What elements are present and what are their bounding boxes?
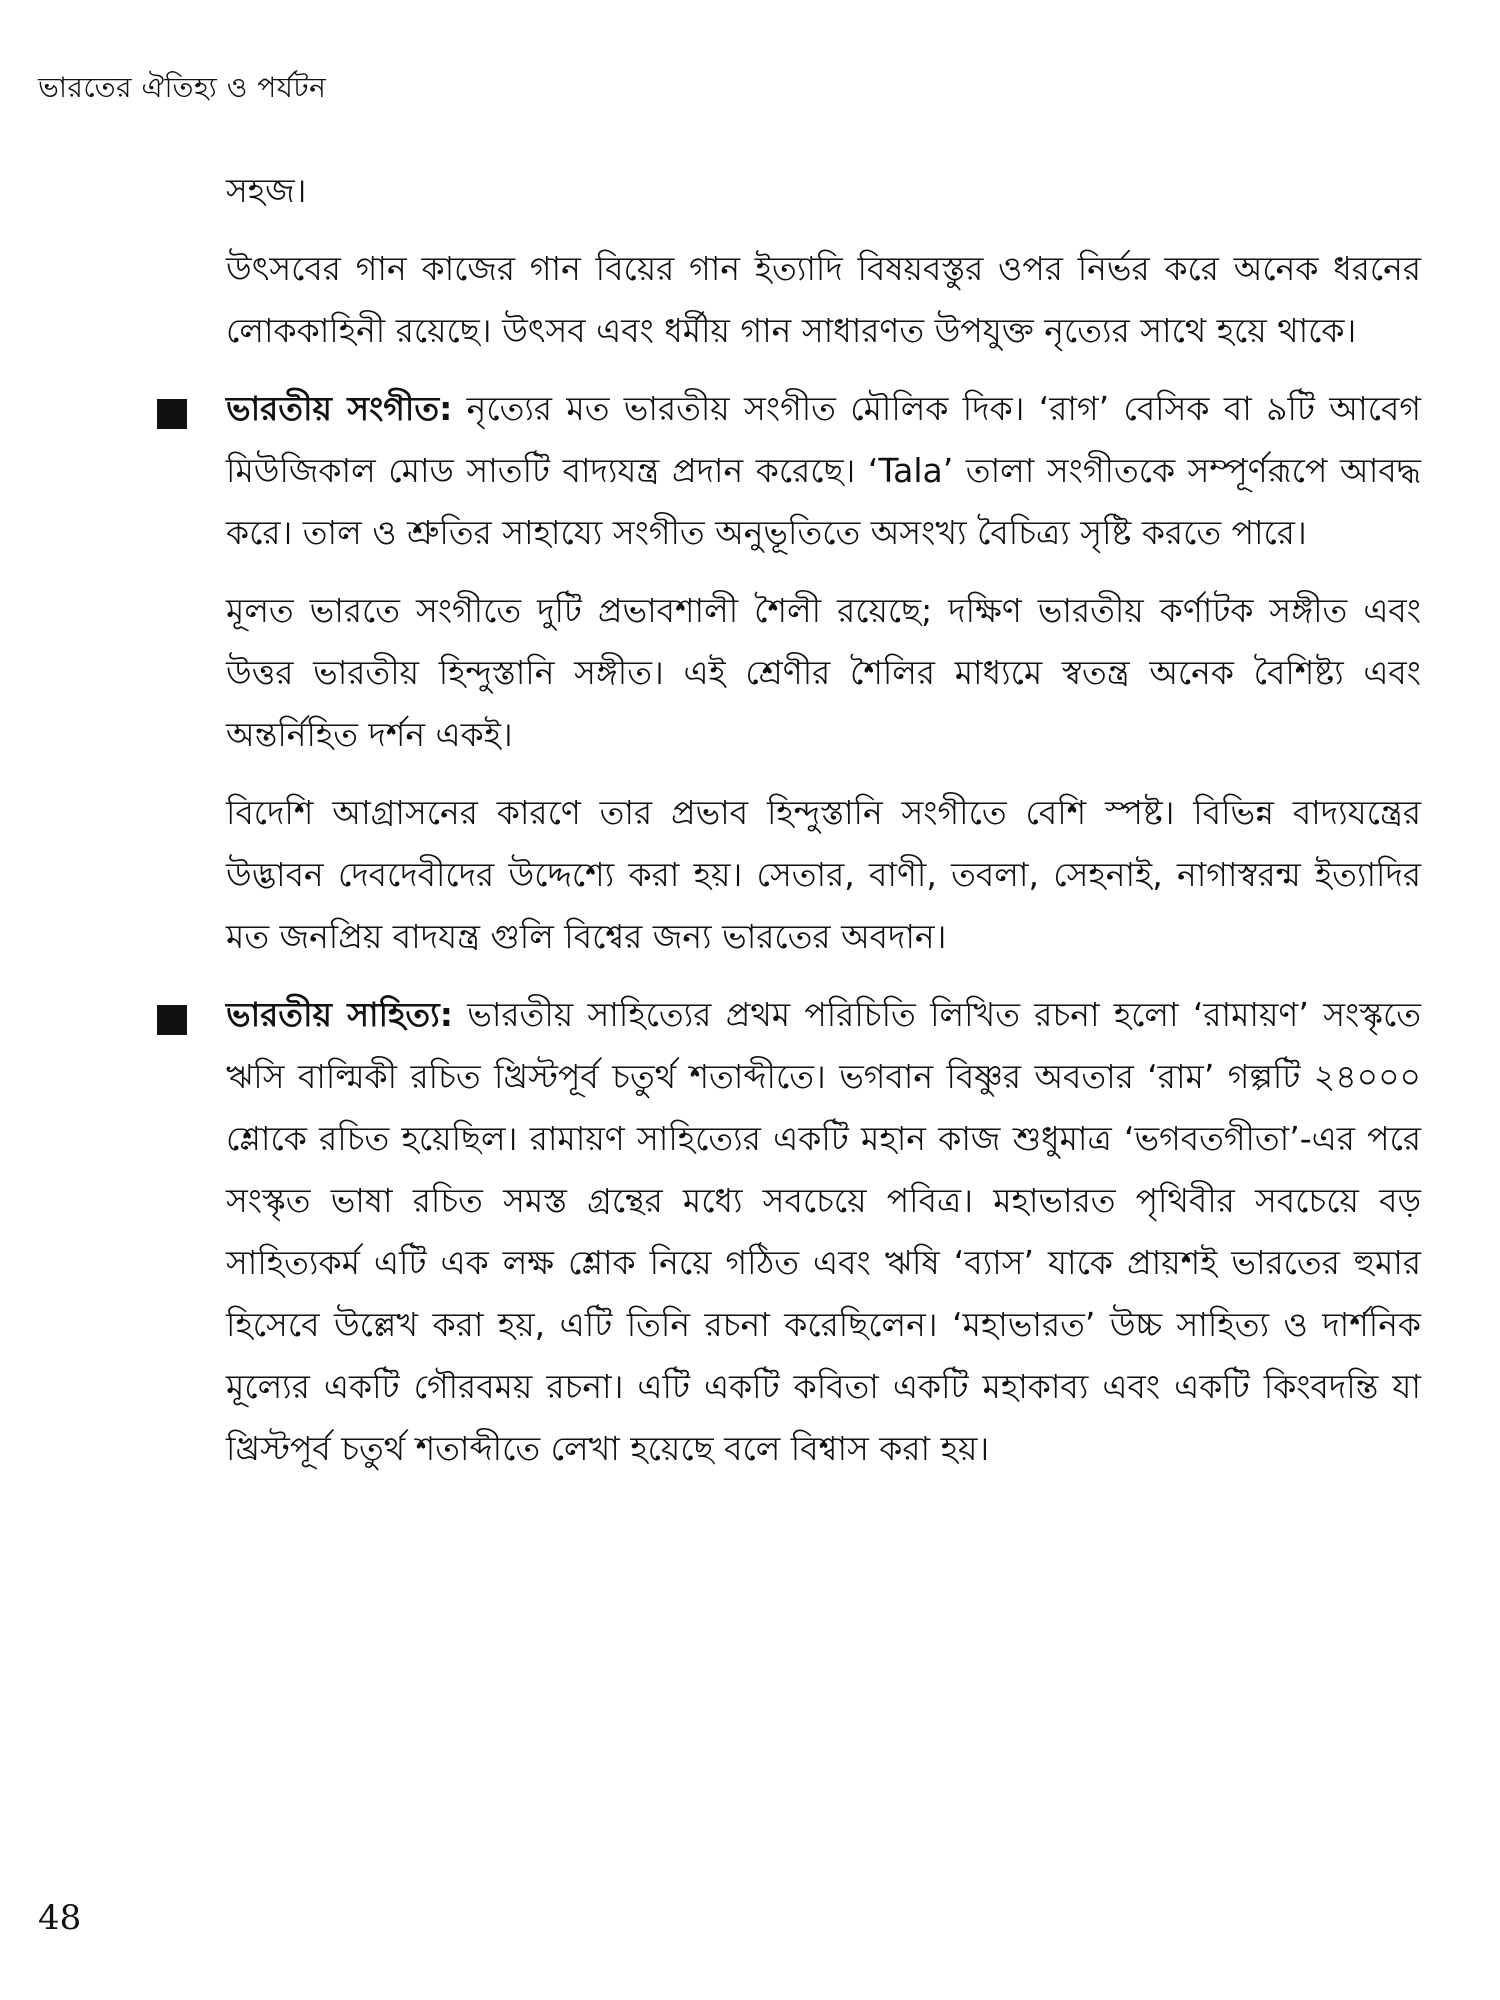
section-heading-literature: ভারতীয় সাহিত্য: (226, 995, 453, 1034)
page-number: 48 (38, 1898, 82, 1938)
running-header: ভারতের ঐতিহ্য ও পর্যটন (38, 71, 327, 104)
music-intro-text: নৃত্যের মত ভারতীয় সংগীত মৌলিক দিক। ‘রাগ’ বেসিক বা ৯টি আবেগ মিউজিকাল মোড সাতটি বাদ্যযন্ত্র প্রদান করেছে। ‘Tala’ তালা সংগীতকে সম্পূর্ণরূপে আবদ্ধ করে। তাল ও শ্রুতির সাহায্যে সংগীত অনুভূতিতে অসংখ্য বৈচিত্র্য সৃষ্টি করতে পারে। (226, 389, 1421, 552)
paragraph-fragment: সহজ। (226, 171, 307, 210)
literature-paragraph (226, 984, 1421, 1480)
music-intro-paragraph (226, 378, 1421, 564)
section-indian-literature (226, 984, 1421, 1480)
square-bullet-icon (157, 399, 187, 429)
paragraph-festival-songs: উৎসবের গান কাজের গান বিয়ের গান ইত্যাদি বিষয়বস্তুর ওপর নির্ভর করে অনেক ধরনের লোককাহিনী রয়েছে। উৎসব এবং ধর্মীয় গান সাধারণত উপযুক্ত নৃত্যের সাথে হয়ে থাকে। (226, 249, 1421, 350)
paragraph-music-instruments: বিদেশি আগ্রাসনের কারণে তার প্রভাব হিন্দুস্তানি সংগীতে বেশি স্পষ্ট। বিভিন্ন বাদ্যযন্ত্রের উদ্ভাবন দেবদেবীদের উদ্দেশ্যে করা হয়। সেতার, বাণী, তবলা, সেহনাই, নাগাস্বরন্ম ইত্যাদির মত জনপ্রিয় বাদযন্ত্র গুলি বিশ্বের জন্য ভারতের অবদান। (226, 793, 1421, 956)
square-bullet-icon (157, 1005, 187, 1035)
page-body (226, 160, 1421, 1496)
section-indian-music (226, 378, 1421, 968)
literature-text: ভারতীয় সাহিত্যের প্রথম পরিচিতি লিখিত রচনা হলো ‘রামায়ণ’ সংস্কৃতে ঋসি বাল্মিকী রচিত খ্রিস্টপূর্ব চতুর্থ শতাব্দীতে। ভগবান বিষ্ণুর অবতার ‘রাম’ গল্পটি ২৪০০০ শ্লোকে রচিত হয়েছিল। রামায়ণ সাহিত্যের একটি মহান কাজ শুধুমাত্র ‘ভগবতগীতা’-এর পরে সংস্কৃত ভাষা রচিত সমস্ত গ্রন্থের মধ্যে সবচেয়ে পবিত্র। মহাভারত পৃথিবীর সবচেয়ে বড় সাহিত্যকর্ম এটি এক লক্ষ শ্লোক নিয়ে গঠিত এবং ঋষি ‘ব্যাস’ যাকে প্রায়শই ভারতের হুমার হিসেবে উল্লেখ করা হয়, এটি তিনি রচনা করেছিলেন। ‘মহাভারত’ উচ্চ সাহিত্য ও দার্শনিক মূল্যের একটি গৌরবময় রচনা। এটি একটি কবিতা একটি মহাকাব্য এবং একটি কিংবদন্তি যা খ্রিস্টপূর্ব চতুর্থ শতাব্দীতে লেখা হয়েছে বলে বিশ্বাস করা হয়। (226, 995, 1421, 1468)
paragraph-music-styles: মূলত ভারতে সংগীতে দুটি প্রভাবশালী শৈলী রয়েছে; দক্ষিণ ভারতীয় কর্ণাটক সঙ্গীত এবং উত্তর ভারতীয় হিন্দুস্তানি সঙ্গীত। এই শ্রেণীর শৈলির মাধ্যমে স্বতন্ত্র অনেক বৈশিষ্ট্য এবং অন্তর্নিহিত দর্শন একই। (226, 591, 1421, 754)
section-heading-music: ভারতীয় সংগীত: (226, 389, 453, 428)
